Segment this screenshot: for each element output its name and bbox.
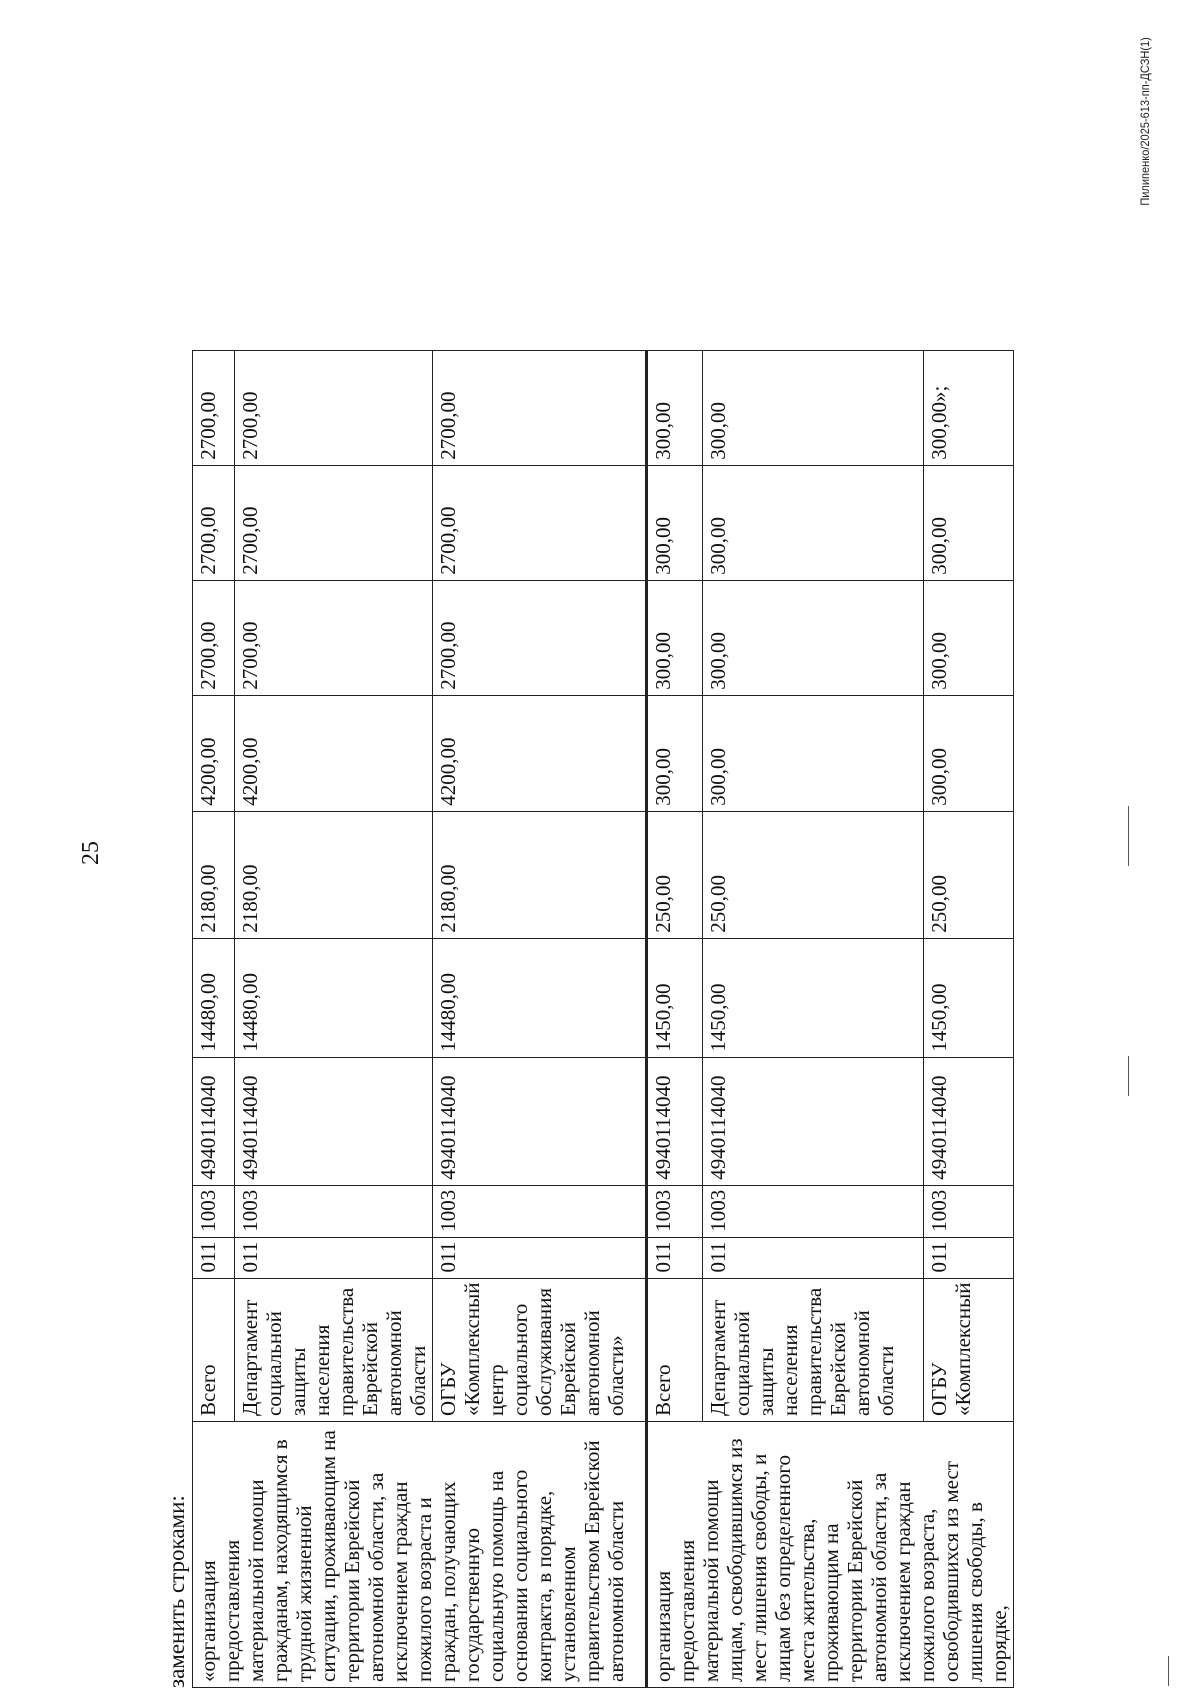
value-year-cell: 4200,00: [433, 695, 647, 811]
activity-description: «организация предоставления материальной помощи гражданам, находящимся в трудной жизненной ситуации, проживающим на территории Еврейской автономной области, за исключением граждан пожилого возраста и граждан, получающих государственную социальную помощь на основании социального контракта, в порядке, установленном правительством Еврейской автономной области: [193, 1422, 647, 1688]
section-cell: 1003: [647, 1185, 703, 1237]
executor-cell: Департамент социальной защиты населения правительства Еврейской автономной области: [702, 1278, 924, 1421]
value-year-cell: 4200,00: [235, 695, 433, 811]
executor-cell: Всего: [193, 1278, 235, 1421]
table-row: [647, 350, 703, 1687]
activity-description: организация предоставления материальной помощи лицам, освободившимся из мест лишения свободы, и лицам без определенного места жительства, проживающим на территории Еврейской автономной области, за исключением граждан пожилого возраста, освободившихся из мест лишения свободы, в порядке,: [647, 1422, 1014, 1688]
section-cell: 1003: [924, 1185, 1014, 1237]
intro-text: заменить строками:: [164, 1495, 189, 1688]
value-year-cell: 2700,00: [433, 580, 647, 695]
value-year-cell: 300,00: [647, 695, 703, 811]
scan-artifact: [1128, 806, 1129, 866]
value-total-cell: 1450,00: [647, 938, 703, 1057]
grbs-cell: 011: [193, 1237, 235, 1278]
value-year-cell: 2700,00: [235, 465, 433, 580]
value-year-cell: 300,00: [702, 465, 924, 580]
target-article-cell: 4940114040: [433, 1057, 647, 1185]
value-year-cell: 300,00: [702, 350, 924, 465]
grbs-cell: 011: [702, 1237, 924, 1278]
grbs-cell: 011: [235, 1237, 433, 1278]
grbs-cell: 011: [647, 1237, 703, 1278]
value-year-cell: 2700,00: [433, 350, 647, 465]
grbs-cell: 011: [924, 1237, 1014, 1278]
value-total-cell: 14480,00: [433, 938, 647, 1057]
value-year-cell: 300,00: [647, 350, 703, 465]
value-year-cell: 300,00: [702, 695, 924, 811]
value-year-cell: 2180,00: [433, 811, 647, 938]
value-year-cell: 2180,00: [235, 811, 433, 938]
section-cell: 1003: [433, 1185, 647, 1237]
target-article-cell: 4940114040: [193, 1057, 235, 1185]
value-year-cell: 2700,00: [193, 580, 235, 695]
value-total-cell: 1450,00: [702, 938, 924, 1057]
value-year-cell: 2180,00: [193, 811, 235, 938]
page-number: 25: [78, 841, 104, 865]
executor-cell: Департамент социальной защиты населения правительства Еврейской автономной области: [235, 1278, 433, 1421]
value-year-cell: 2700,00: [193, 350, 235, 465]
value-year-cell: 300,00: [702, 580, 924, 695]
scan-artifact: [1128, 1056, 1129, 1096]
value-year-cell: 2700,00: [235, 350, 433, 465]
section-cell: 1003: [702, 1185, 924, 1237]
grbs-cell: 011: [433, 1237, 647, 1278]
value-year-cell: 2700,00: [433, 465, 647, 580]
value-year-cell: 250,00: [924, 811, 1014, 938]
value-year-cell: 250,00: [702, 811, 924, 938]
value-year-cell: 300,00: [924, 465, 1014, 580]
budget-table: [192, 350, 1014, 1688]
target-article-cell: 4940114040: [647, 1057, 703, 1185]
value-year-cell: 4200,00: [193, 695, 235, 811]
target-article-cell: 4940114040: [235, 1057, 433, 1185]
value-total-cell: 14480,00: [235, 938, 433, 1057]
value-year-cell: 300,00»;: [924, 350, 1014, 465]
value-year-cell: 2700,00: [193, 465, 235, 580]
executor-cell: Всего: [647, 1278, 703, 1421]
section-cell: 1003: [193, 1185, 235, 1237]
section-cell: 1003: [235, 1185, 433, 1237]
value-year-cell: 300,00: [647, 580, 703, 695]
value-year-cell: 300,00: [924, 695, 1014, 811]
value-year-cell: 300,00: [924, 580, 1014, 695]
document-footer-code: Пилипенко/2025-613-пп-ДСЗН(1): [1138, 37, 1152, 206]
target-article-cell: 4940114040: [924, 1057, 1014, 1185]
value-year-cell: 2700,00: [235, 580, 433, 695]
value-year-cell: 300,00: [647, 465, 703, 580]
value-year-cell: 250,00: [647, 811, 703, 938]
executor-cell: ОГБУ «Комплексный центр социального обслуживания Еврейской автономной области»: [433, 1278, 647, 1421]
executor-cell: ОГБУ «Комплексный: [924, 1278, 1014, 1421]
value-total-cell: 14480,00: [193, 938, 235, 1057]
scan-artifact: [1168, 1656, 1169, 1686]
value-total-cell: 1450,00: [924, 938, 1014, 1057]
table-row: [193, 350, 235, 1687]
target-article-cell: 4940114040: [702, 1057, 924, 1185]
